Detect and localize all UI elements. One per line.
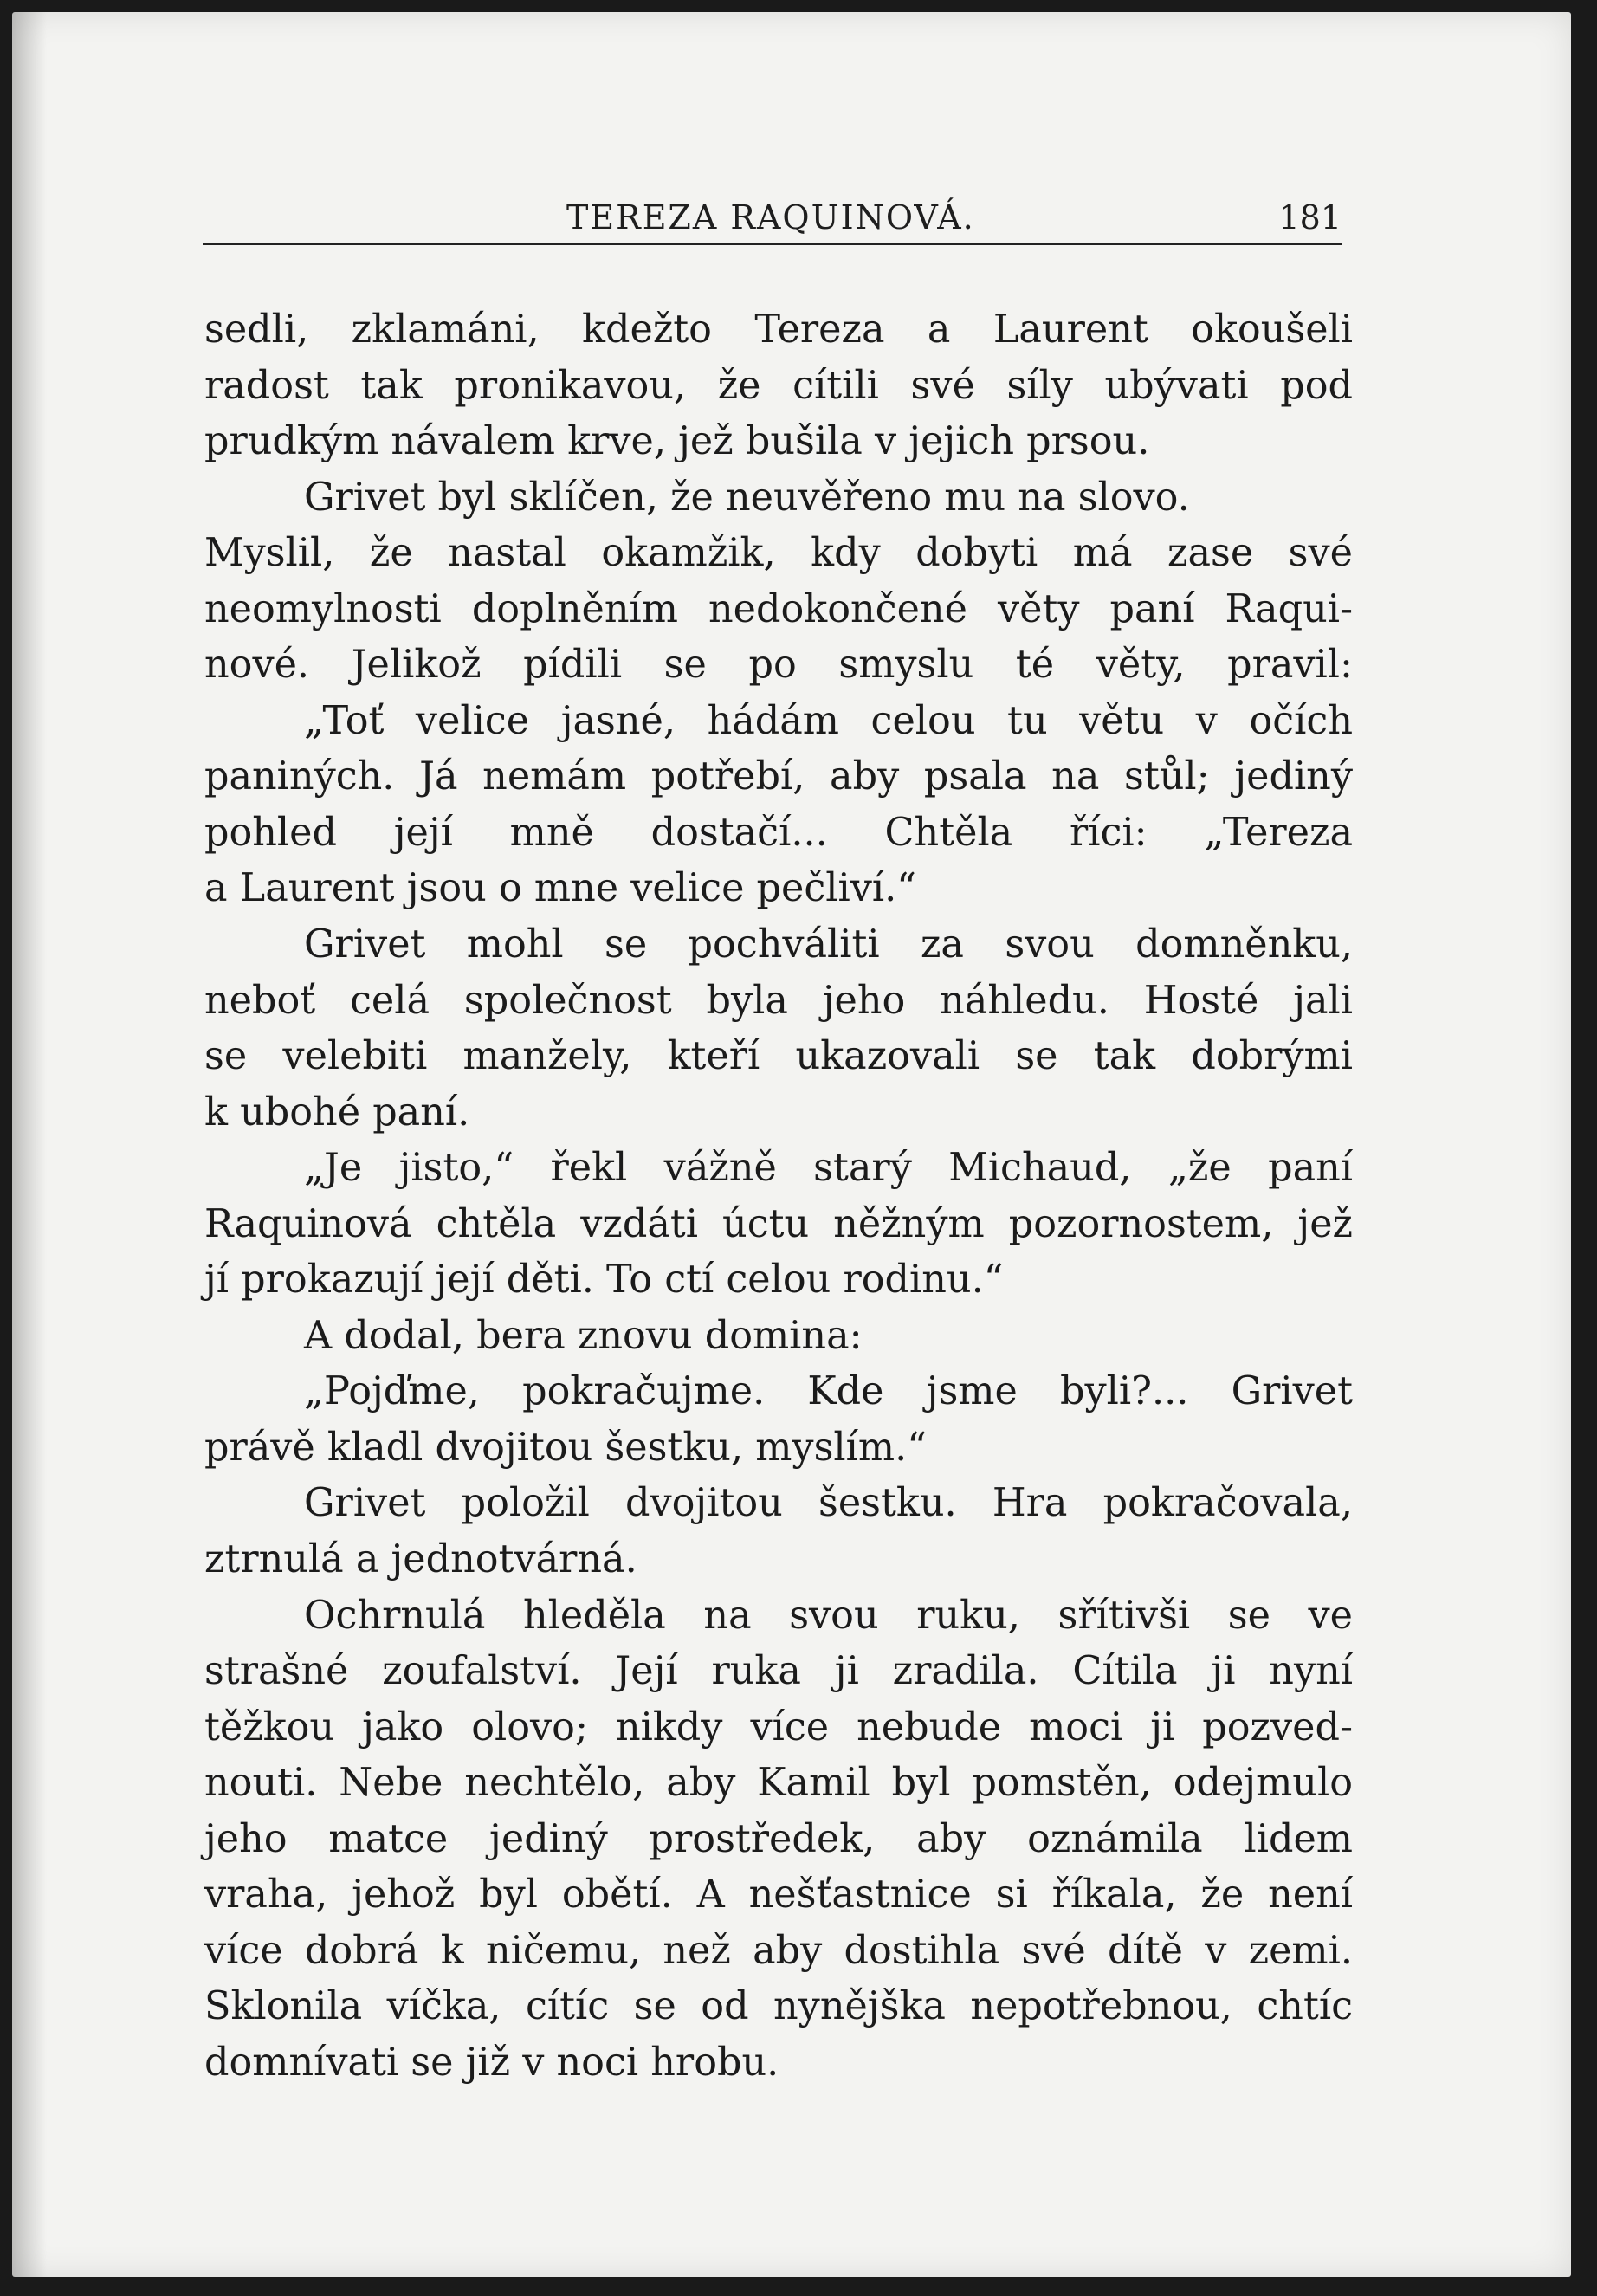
text-line: Grivet byl sklíčen, že neuvěřeno mu na slovo. [304,475,1190,520]
text-line: domnívati se již v noci hrobu. [204,2040,779,2085]
text-line: Ochrnulá hleděla na svou ruku, sřítivši se ve [304,1593,1353,1638]
text-line: Myslil, že nastal okamžik, kdy dobyti má zase své [204,531,1353,576]
text-line: nouti. Nebe nechtělo, aby Kamil byl pomstěn, odejmulo [204,1761,1353,1806]
text-line: právě kladl dvojitou šestku, myslím.“ [204,1425,927,1470]
text-line: těžkou jako olovo; nikdy více nebude moci ji pozved- [204,1704,1353,1749]
text-line: jeho matce jediný prostředek, aby oznámila lidem [204,1816,1353,1861]
text-line: neboť celá společnost byla jeho náhledu. Hosté jali [204,978,1353,1023]
text-line: prudkým návalem krve, jež bušila v jejich prsou. [204,419,1150,464]
page-number: 181 [1278,198,1342,236]
text-line: neomylnosti doplněním nedokončené věty paní Raqui- [204,586,1353,631]
book-page [12,12,1571,2277]
text-line: vraha, jehož byl obětí. A nešťastnice si říkala, že není [204,1872,1353,1918]
body-text [204,302,1353,2092]
text-line: paniných. Já nemám potřebí, aby psala na stůl; jediný [204,754,1353,799]
text-line: pohled její mně dostačí... Chtěla říci: „Tereza [204,810,1353,855]
text-line: strašné zoufalství. Její ruka ji zradila. Cítila ji nyní [204,1649,1353,1694]
text-line: Sklonila víčka, cítíc se od nynějška nepotřebnou, chtíc [204,1984,1353,2029]
text-line: k ubohé paní. [204,1090,470,1135]
text-line: sedli, zklamáni, kdežto Tereza a Laurent okoušeli [204,307,1353,352]
text-line: „Je jisto,“ řekl vážně starý Michaud, „že paní [304,1146,1353,1191]
text-line: Grivet položil dvojitou šestku. Hra pokračovala, [304,1481,1353,1526]
text-line: se velebiti manžely, kteří ukazovali se tak dobrými [204,1034,1353,1079]
text-line: ztrnulá a jednotvárná. [204,1537,637,1582]
page-header [203,190,1342,245]
gutter-shadow [12,12,47,2277]
text-line: Raquinová chtěla vzdáti úctu něžným pozornostem, jež [204,1201,1353,1246]
running-title: TEREZA RAQUINOVÁ. [566,198,975,236]
text-line: „Toť velice jasné, hádám celou tu větu v očích [304,698,1353,743]
text-line: a Laurent jsou o mne velice pečliví.“ [204,866,917,911]
text-line: radost tak pronikavou, že cítili své síly ubývati pod [204,363,1353,408]
text-line: A dodal, bera znovu domina: [304,1313,863,1358]
text-line: nové. Jelikož pídili se po smyslu té věty, pravil: [204,643,1353,688]
text-line: jí prokazují její děti. To ctí celou rodinu.“ [204,1258,1004,1303]
text-line: více dobrá k ničemu, než aby dostihla své dítě v zemi. [204,1928,1353,1973]
text-line: Grivet mohl se pochváliti za svou domněnku, [304,922,1353,967]
text-line: „Pojďme, pokračujme. Kde jsme byli?... Grivet [304,1369,1353,1414]
